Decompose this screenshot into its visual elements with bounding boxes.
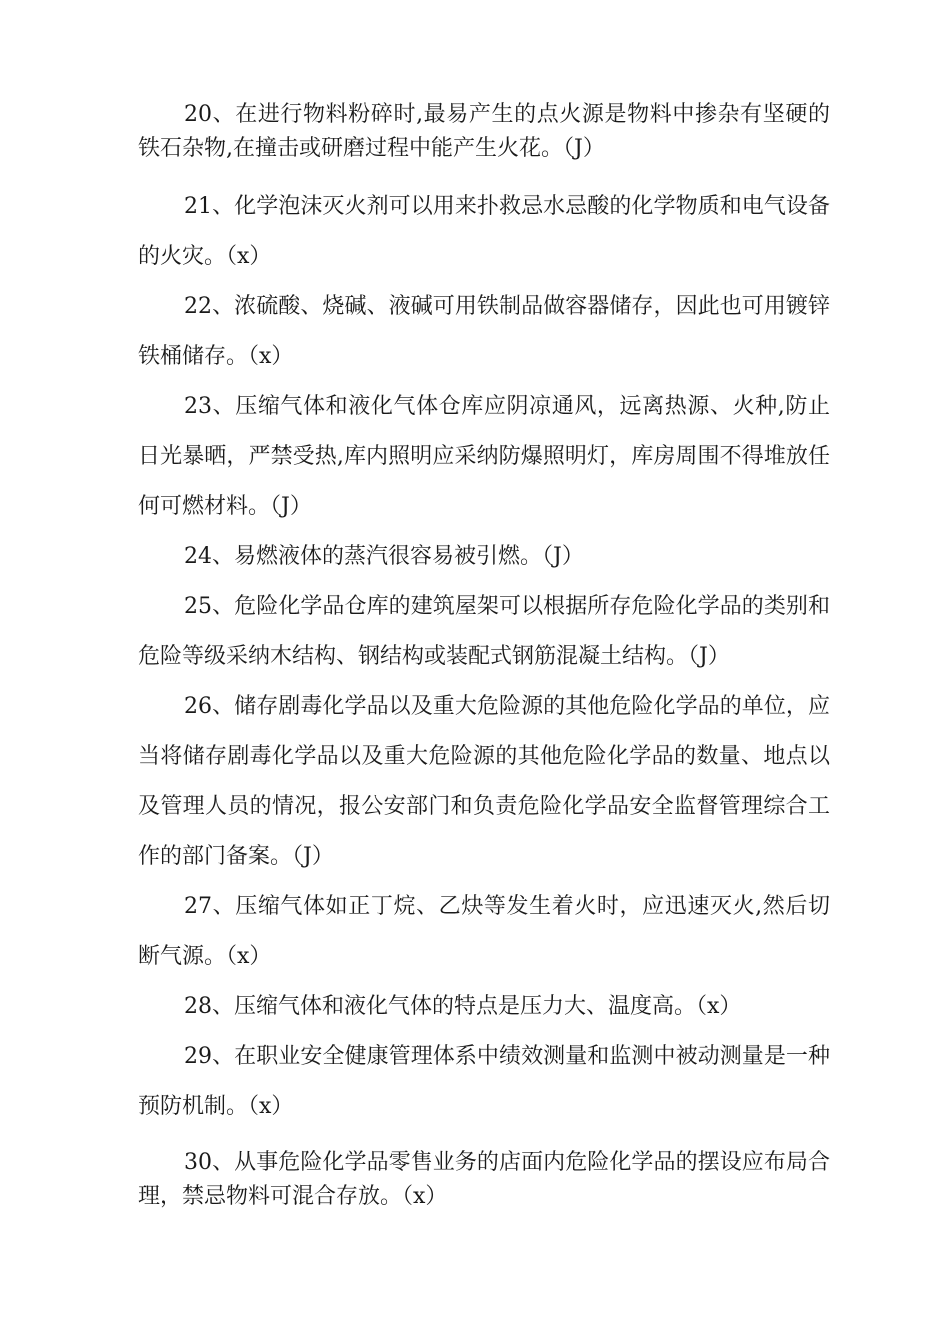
document-page [138,98,830,1230]
question-21: 21、化学泡沫灭火剂可以用来扑救忌水忌酸的化学物质和电气设备的火灾。（x） [138,194,830,269]
question-28: 28、压缩气体和液化气体的特点是压力大、温度高。（x） [184,994,742,1019]
question-26: 26、储存剧毒化学品以及重大危险源的其他危险化学品的单位，应当将储存剧毒化学品以及重大危险源的其他危险化学品的数量、地点以及管理人员的情况，报公安部门和负责危险化学品安全监督管理综合工作的部门备案。（J） [138,694,830,869]
question-20: 20、在进行物料粉碎时,最易产生的点火源是物料中掺杂有坚硬的铁石杂物,在撞击或研磨过程中能产生火花。（J） [138,102,830,161]
question-22: 22、浓硫酸、烧碱、液碱可用铁制品做容器储存，因此也可用镀锌铁桶储存。（x） [138,294,830,369]
question-27: 27、压缩气体如正丁烷、乙炔等发生着火时，应迅速灭火,然后切断气源。（x） [138,894,830,969]
question-30: 30、从事危险化学品零售业务的店面内危险化学品的摆设应布局合理，禁忌物料可混合存放。（x） [138,1150,830,1209]
question-23: 23、压缩气体和液化气体仓库应阴凉通风，远离热源、火种,防止日光暴晒，严禁受热,库内照明应采纳防爆照明灯，库房周围不得堆放任何可燃材料。（J） [138,394,830,519]
question-24: 24、易燃液体的蒸汽很容易被引燃。（J） [184,544,584,569]
question-29: 29、在职业安全健康管理体系中绩效测量和监测中被动测量是一种预防机制。（x） [138,1044,830,1119]
question-25: 25、危险化学品仓库的建筑屋架可以根据所存危险化学品的类别和危险等级采纳木结构、钢结构或装配式钢筋混凝土结构。（J） [138,594,830,669]
